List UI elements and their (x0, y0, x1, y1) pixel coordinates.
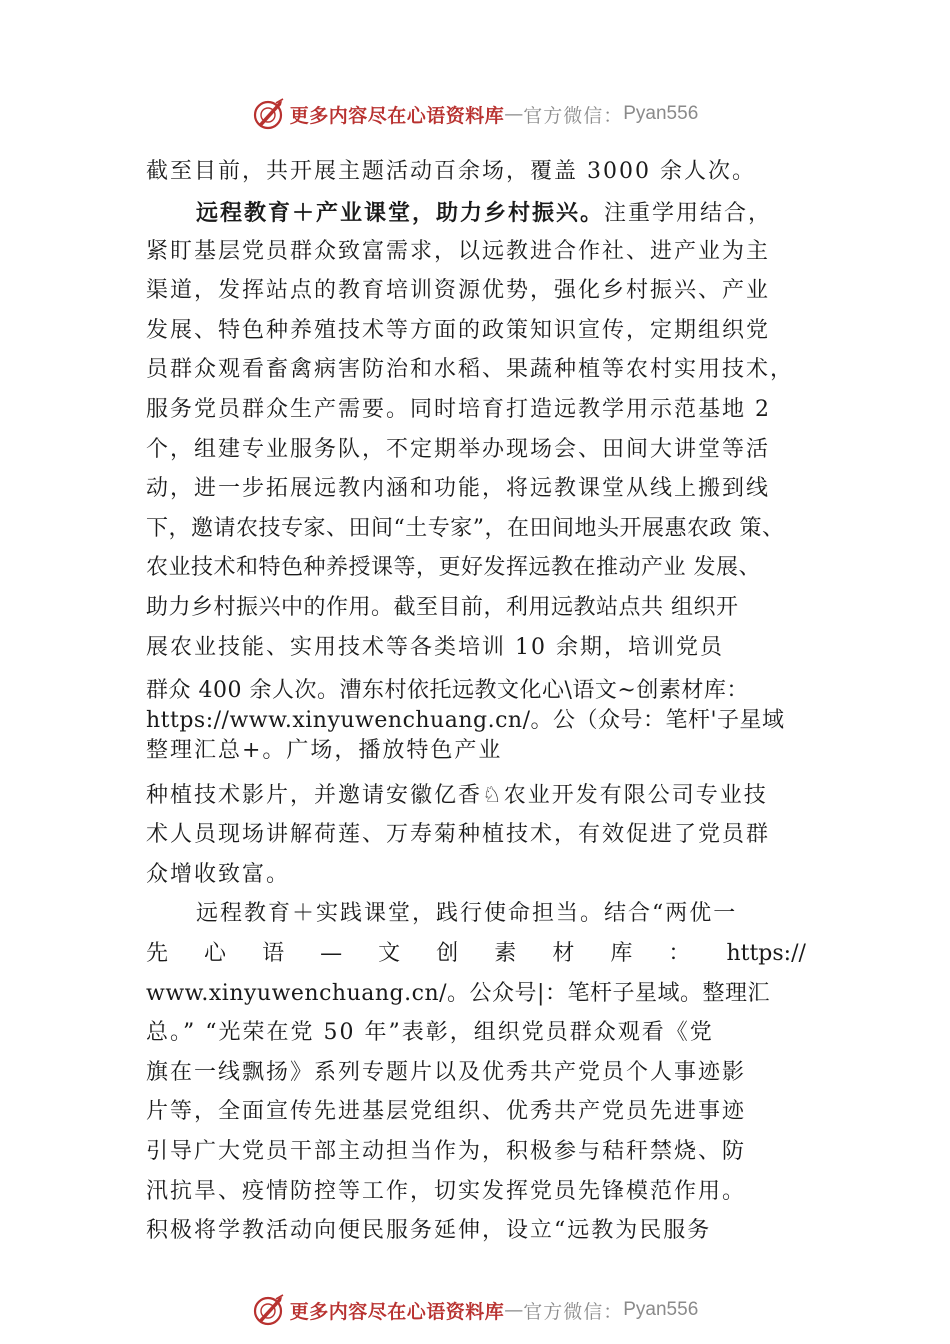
banner-library-text: 更多内容尽在心语资料库 (289, 104, 505, 127)
banner-wechat-label: 官方微信： (523, 1300, 624, 1323)
text-char: 材 (552, 941, 575, 966)
text-char: 语 (262, 941, 285, 966)
text-line: 下，邀请农技专家、田间“土专家”，在田间地头开展惠农政 策、 (146, 516, 785, 541)
text-line: 紧盯基层党员群众致富需求，以远教进合作社、进产业为主 (146, 239, 771, 264)
banner-wechat-id: Pyan556 (623, 1299, 699, 1320)
text-line: 总。” “光荣在党 50 年”表彰，组织党员群众观看《党 (146, 1020, 714, 1045)
text-line: 助力乡村振兴中的作用。截至目前，利用远教站点共 组织开 (146, 595, 739, 620)
banner-dash: — (504, 1299, 524, 1321)
section-heading: 远程教育＋产业课堂，助力乡村振兴。 (196, 200, 605, 226)
text-line: 旗在一线飘扬》系列专题片以及优秀共产党员个人事迹影 (146, 1060, 747, 1085)
text-char: ： (668, 941, 691, 966)
text-char: https:// (726, 941, 806, 966)
footer-banner (0, 1290, 950, 1330)
text-line: 片等，全面宣传先进基层党组织、优秀共产党员先进事迹 (146, 1099, 747, 1124)
text-line: 整理汇总+。广场，播放特色产业 (146, 738, 503, 763)
text-line: 众增收致富。 (146, 862, 291, 887)
text-char: — (320, 941, 343, 966)
text-line: 积极将学教活动向便民服务延伸，设立“远教为民服务 (146, 1218, 712, 1243)
text-line: 群众 400 余人次。漕东村依托远教文化心\语文~创素材库： (146, 678, 749, 703)
banner-wechat-id: Pyan556 (623, 103, 699, 124)
text-char: 先 (146, 941, 169, 966)
text-line: 截至目前，共开展主题活动百余场，覆盖 3000 余人次。 (146, 159, 756, 184)
text-line: 员群众观看畜禽病害防治和水稻、果蔬种植等农村实用技术， (146, 357, 795, 382)
text-line: 渠道，发挥站点的教育培训资源优势，强化乡村振兴、产业 (146, 278, 771, 303)
quill-logo-icon (252, 97, 286, 131)
text-line: 远程教育＋实践课堂，践行使命担当。结合“两优一 (196, 901, 738, 926)
quill-logo-icon (252, 1293, 286, 1327)
text-char: 心 (204, 941, 227, 966)
text-line: 农业技术和特色种养授课等，更好发挥远教在推动产业 发展、 (146, 555, 761, 580)
text-char: 创 (436, 941, 459, 966)
header-banner (0, 94, 950, 134)
text-line: 种植技术影片，并邀请安徽亿香♘农业开发有限公司专业技 (146, 783, 768, 808)
text-line: www.xinyuwenchuang.cn/。公众号|：笔杆子星域。整理汇 (146, 981, 770, 1006)
text-line: https://www.xinyuwenchuang.cn/。公（众号：笔杆'子星域 (146, 708, 785, 733)
text-line: 服务党员群众生产需要。同时培育打造远教学用示范基地 2 (146, 397, 771, 422)
banner-library-text: 更多内容尽在心语资料库 (289, 1300, 505, 1323)
text-line: 引导广大党员干部主动担当作为，积极参与秸秆禁烧、防 (146, 1139, 747, 1164)
text-span: 注重学用结合， (604, 201, 773, 226)
text-char: 素 (494, 941, 517, 966)
text-line: 汛抗旱、疫情防控等工作，切实发挥党员先锋模范作用。 (146, 1179, 747, 1204)
text-line: 展农业技能、实用技术等各类培训 10 余期，培训党员 (146, 635, 724, 660)
banner-wechat-label: 官方微信： (523, 104, 624, 127)
spread-text-line (146, 939, 806, 969)
text-char: 库 (610, 941, 633, 966)
text-line: 发展、特色种养殖技术等方面的政策知识宣传，定期组织党 (146, 318, 771, 343)
text-line: 个，组建专业服务队，不定期举办现场会、田间大讲堂等活 (146, 437, 771, 462)
text-line: 动，进一步拓展远教内涵和功能，将远教课堂从线上搬到线 (146, 476, 771, 501)
banner-dash: — (504, 103, 524, 125)
text-line: 术人员现场讲解荷莲、万寿菊种植技术，有效促进了党员群 (146, 822, 771, 847)
text-line (196, 198, 772, 228)
text-char: 文 (378, 941, 401, 966)
